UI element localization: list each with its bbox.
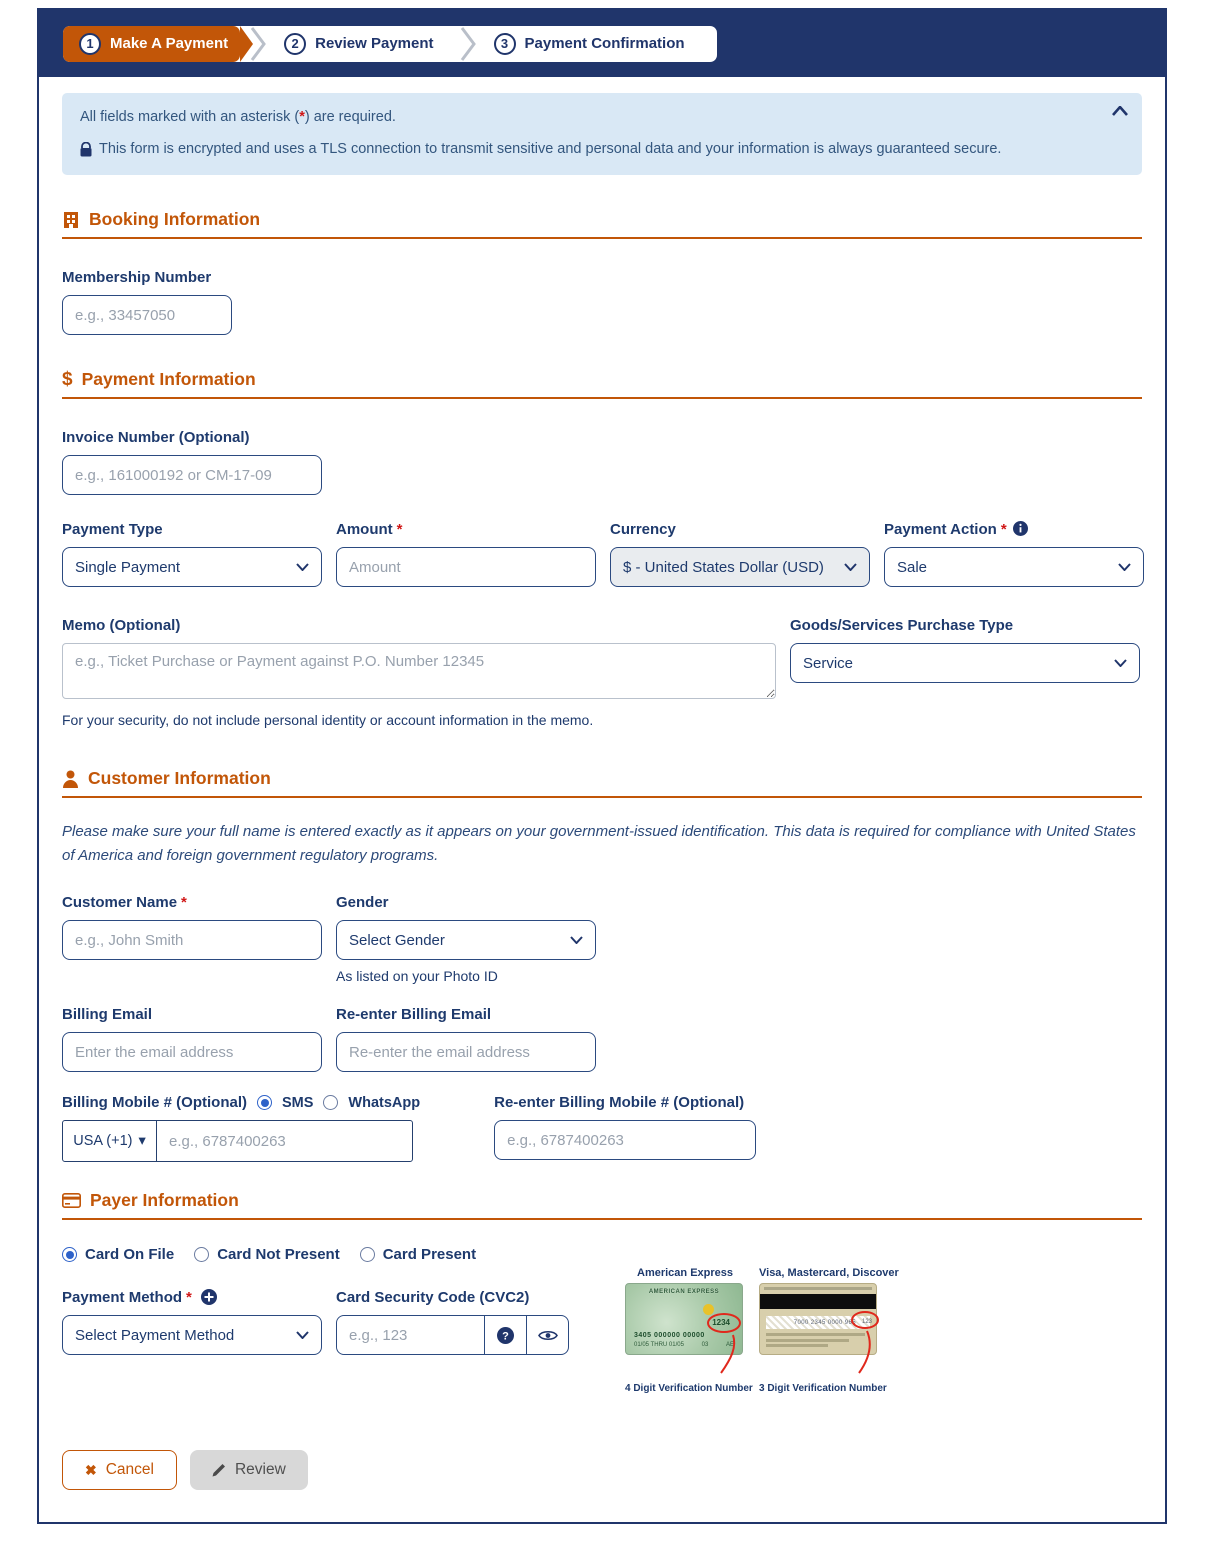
card-on-file-label[interactable]: Card On File (85, 1246, 175, 1263)
billing-mobile-group (62, 1120, 413, 1162)
sms-radio[interactable] (257, 1095, 272, 1110)
payment-form-page (37, 8, 1167, 1524)
currency-label: Currency (610, 521, 676, 538)
customer-section-header (62, 768, 1142, 798)
eye-icon[interactable] (526, 1316, 568, 1354)
billing-email-label: Billing Email (62, 1006, 153, 1023)
amex-card-caption: 4 Digit Verification Number (625, 1383, 753, 1394)
card-not-present-radio[interactable] (194, 1247, 209, 1262)
form-content (39, 77, 1165, 1522)
review-button[interactable]: Review (190, 1450, 308, 1490)
billing-mobile-row (62, 1094, 1142, 1162)
visa-card-figure (759, 1267, 899, 1394)
payment-section-header (62, 369, 1142, 399)
customer-name-label: Customer Name * (62, 894, 187, 911)
customer-name-input[interactable] (62, 920, 322, 960)
pencil-icon (212, 1463, 226, 1477)
payment-section-title: Payment Information (81, 369, 256, 389)
card-example-images (625, 1267, 899, 1394)
chevron-up-icon[interactable] (1112, 103, 1128, 121)
visa-card-caption: 3 Digit Verification Number (759, 1383, 887, 1394)
security-note: This form is encrypted and uses a TLS connection to transmit sensitive and personal data and your information is always guaranteed secure. (80, 141, 1124, 157)
customer-note: Please make sure your full name is entered exactly as it appears on your government-issued identification. This data is required for compliance with United States of America and foreign government regulatory programs. (62, 823, 1136, 864)
payment-method-select[interactable]: Select Payment Method (62, 1315, 322, 1355)
chevron-down-icon (296, 563, 309, 571)
membership-number-input[interactable] (62, 295, 232, 335)
card-mode-radios (62, 1246, 1142, 1263)
country-code-select[interactable]: USA (+1) ▾ (63, 1121, 157, 1161)
payer-section-title: Payer Information (90, 1190, 239, 1210)
action-buttons (62, 1450, 1142, 1522)
customer-section-title: Customer Information (88, 768, 271, 788)
chevron-down-icon (296, 1331, 309, 1339)
info-banner (62, 93, 1142, 175)
step-3-number: 3 (494, 33, 516, 55)
step-review-payment[interactable] (268, 26, 449, 62)
reenter-billing-email-label: Re-enter Billing Email (336, 1006, 492, 1023)
sms-label[interactable]: SMS (282, 1094, 314, 1111)
cvc-label: Card Security Code (CVC2) (336, 1289, 530, 1306)
chevron-separator-icon (460, 27, 476, 61)
visa-card-title: Visa, Mastercard, Discover (759, 1267, 899, 1279)
booking-section-title: Booking Information (89, 209, 261, 229)
billing-mobile-label: Billing Mobile # (Optional) (62, 1094, 247, 1111)
card-present-label[interactable]: Card Present (382, 1246, 477, 1263)
chevron-down-icon (1114, 659, 1127, 667)
booking-section-header (62, 209, 1142, 239)
invoice-number-label: Invoice Number (Optional) (62, 429, 250, 446)
currency-select: $ - United States Dollar (USD) (610, 547, 870, 587)
billing-email-row (62, 1006, 1142, 1072)
purchase-type-select[interactable]: Service (790, 643, 1140, 683)
reenter-billing-mobile-input[interactable] (494, 1120, 756, 1160)
info-icon[interactable] (1013, 521, 1028, 536)
caret-down-icon: ▾ (138, 1133, 146, 1149)
step-payment-confirmation[interactable] (478, 26, 701, 62)
billing-email-input[interactable] (62, 1032, 322, 1072)
visa-card-image: 7000 2345 0000 965 123 (759, 1283, 877, 1355)
memo-hint: For your security, do not include personal identity or account information in the memo. (62, 712, 594, 728)
gender-label: Gender (336, 894, 389, 911)
amount-input[interactable] (336, 547, 596, 587)
reenter-billing-mobile-label: Re-enter Billing Mobile # (Optional) (494, 1094, 745, 1111)
memo-textarea[interactable] (62, 643, 776, 699)
required-fields-note: All fields marked with an asterisk (*) are required. (80, 109, 396, 125)
gender-hint: As listed on your Photo ID (336, 968, 498, 984)
whatsapp-label[interactable]: WhatsApp (348, 1094, 421, 1111)
payment-type-label: Payment Type (62, 521, 163, 538)
card-not-present-label[interactable]: Card Not Present (217, 1246, 340, 1263)
amount-label: Amount * (336, 521, 403, 538)
membership-number-label: Membership Number (62, 269, 212, 286)
step-2-number: 2 (284, 33, 306, 55)
step-1-label: Make A Payment (110, 35, 229, 52)
payment-type-select[interactable]: Single Payment (62, 547, 322, 587)
lock-icon (80, 142, 92, 157)
card-on-file-radio[interactable] (62, 1247, 77, 1262)
amex-card-figure (625, 1267, 753, 1394)
customer-name-row (62, 894, 1142, 984)
card-present-radio[interactable] (360, 1247, 375, 1262)
dollar-icon: $ (62, 369, 73, 390)
chevron-down-icon (570, 936, 583, 944)
x-icon: ✖ (85, 1461, 97, 1478)
payment-action-label: Payment Action * (884, 521, 1144, 538)
question-circle-icon[interactable] (484, 1316, 526, 1354)
memo-label: Memo (Optional) (62, 617, 181, 634)
payer-section-header (62, 1190, 1142, 1220)
building-icon (62, 211, 80, 229)
gender-select[interactable]: Select Gender (336, 920, 596, 960)
stepper-header (39, 10, 1165, 77)
cvc-input[interactable] (337, 1316, 484, 1354)
step-2-label: Review Payment (315, 35, 434, 52)
step-make-a-payment[interactable] (63, 26, 240, 62)
plus-circle-icon[interactable] (201, 1289, 217, 1305)
invoice-number-input[interactable] (62, 455, 322, 495)
credit-card-icon (62, 1193, 81, 1208)
amex-card-title: American Express (637, 1267, 733, 1279)
payment-method-label: Payment Method * (62, 1289, 322, 1306)
payment-action-select[interactable]: Sale (884, 547, 1144, 587)
chevron-down-icon (1118, 563, 1131, 571)
cancel-button[interactable]: ✖ Cancel (62, 1450, 177, 1490)
whatsapp-radio[interactable] (323, 1095, 338, 1110)
payment-method-row (62, 1267, 1142, 1394)
step-3-label: Payment Confirmation (524, 35, 685, 52)
payment-fields-row (62, 521, 1142, 587)
purchase-type-label: Goods/Services Purchase Type (790, 617, 1014, 634)
stepper (63, 26, 717, 62)
step-1-number: 1 (79, 33, 101, 55)
memo-row (62, 617, 1142, 728)
billing-mobile-input[interactable] (157, 1121, 412, 1161)
reenter-billing-email-input[interactable] (336, 1032, 596, 1072)
person-icon (62, 770, 79, 788)
step-arrow (240, 26, 253, 62)
amex-card-image: AMERICAN EXPRESS 1234 3405 000000 00000 01/05 THRU 01/05 03 AE (625, 1283, 743, 1355)
chevron-down-icon (844, 563, 857, 571)
svg-text:?: ? (502, 1329, 509, 1342)
cvc-group (336, 1315, 569, 1355)
